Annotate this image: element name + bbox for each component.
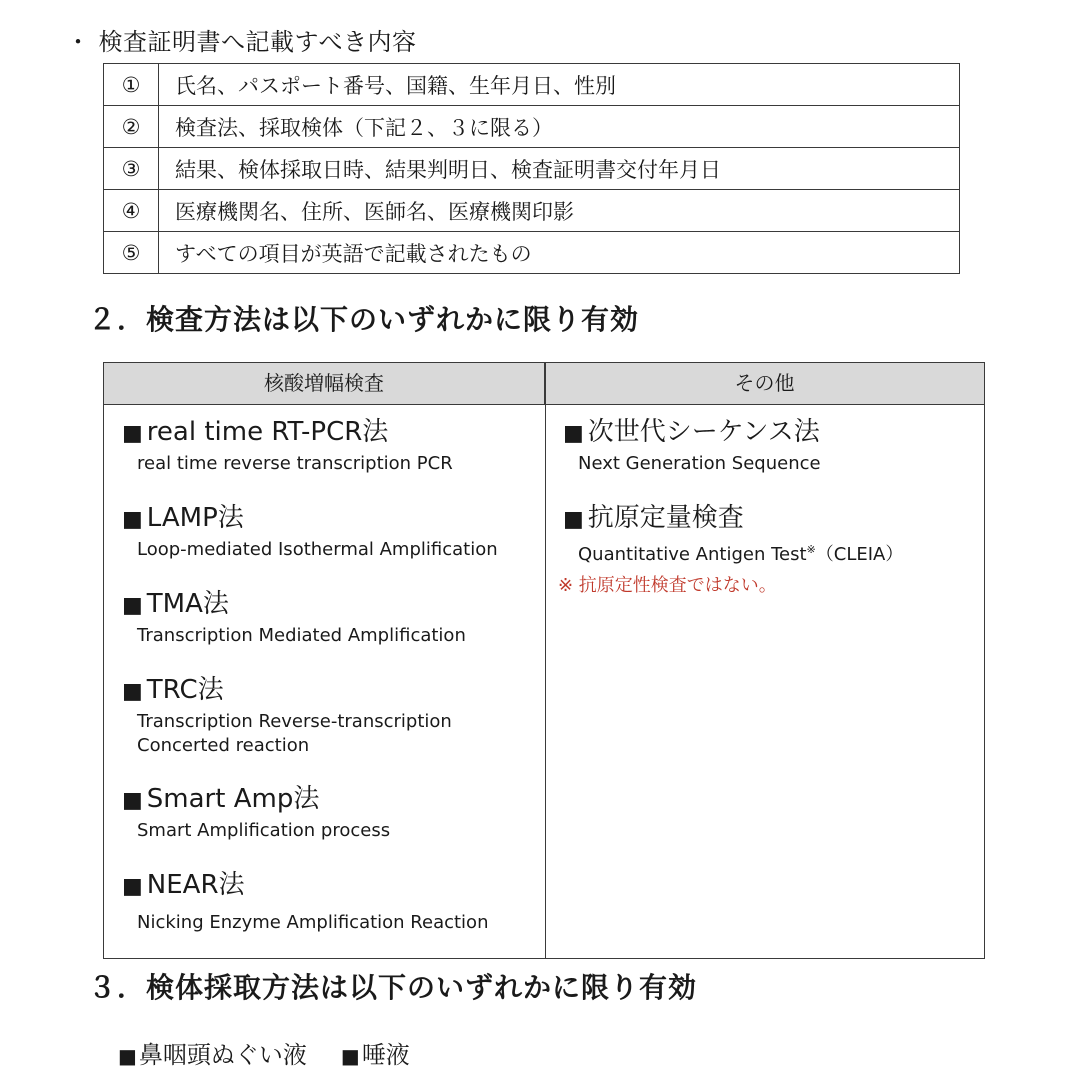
method-item-smart-amp xyxy=(122,778,390,843)
method-description xyxy=(137,710,452,758)
method-description: real time reverse transcription PCR xyxy=(137,453,453,474)
method-item-lamp xyxy=(122,497,498,562)
bullet-dot: ・ xyxy=(66,28,91,56)
square-bullet-icon: ■ xyxy=(122,679,143,704)
item-number: ① xyxy=(104,64,159,106)
method-description-main: Quantitative Antigen Test xyxy=(578,544,807,565)
method-description-tail: （CLEIA） xyxy=(815,544,904,565)
method-name: Smart Amp法 xyxy=(146,784,320,814)
method-item-antigen-quantitative xyxy=(563,497,903,567)
specimen-name: 鼻咽頭ぬぐい液 xyxy=(138,1041,307,1069)
square-bullet-icon: ■ xyxy=(340,1044,360,1068)
method-name: 抗原定量検査 xyxy=(587,503,744,533)
column-header-other: その他 xyxy=(545,363,984,405)
specimen-name: 唾液 xyxy=(361,1041,410,1069)
item-number: ④ xyxy=(104,190,159,232)
method-name: LAMP法 xyxy=(146,503,244,533)
square-bullet-icon: ■ xyxy=(118,1044,137,1068)
method-description: Nicking Enzyme Amplification Reaction xyxy=(137,912,489,933)
section-3-title: ３．検体採取方法は以下のいずれかに限り有効 xyxy=(88,971,698,1004)
table-row xyxy=(104,106,960,148)
method-name: NEAR法 xyxy=(146,870,245,900)
method-description-line: Concerted reaction xyxy=(137,735,310,756)
item-text: 氏名、パスポート番号、国籍、生年月日、性別 xyxy=(159,64,960,106)
square-bullet-icon: ■ xyxy=(122,593,143,618)
square-bullet-icon: ■ xyxy=(563,421,584,446)
method-name: TMA法 xyxy=(146,589,229,619)
item-text: 結果、検体採取日時、結果判明日、検査証明書交付年月日 xyxy=(159,148,960,190)
method-description: Loop-mediated Isothermal Amplification xyxy=(137,539,498,560)
item-text: 検査法、採取検体（下記２、３に限る） xyxy=(159,106,960,148)
item-text: 医療機関名、住所、医師名、医療機関印影 xyxy=(159,190,960,232)
specimen-item xyxy=(118,1041,307,1069)
method-name: 次世代シーケンス法 xyxy=(587,417,820,447)
method-description: Next Generation Sequence xyxy=(578,453,821,474)
antigen-note: ※ 抗原定性検査ではない。 xyxy=(558,575,777,596)
item-number: ③ xyxy=(104,148,159,190)
square-bullet-icon: ■ xyxy=(122,788,143,813)
square-bullet-icon: ■ xyxy=(563,507,584,532)
method-description: Smart Amplification process xyxy=(137,820,391,841)
intro-heading xyxy=(66,22,417,57)
method-item-ngs xyxy=(563,411,821,476)
square-bullet-icon: ■ xyxy=(122,874,143,899)
method-item-tma xyxy=(122,583,466,648)
method-item-near xyxy=(122,864,488,935)
item-text: すべての項目が英語で記載されたもの xyxy=(159,232,960,274)
method-item-trc xyxy=(122,669,452,758)
intro-text: 検査証明書へ記載すべき内容 xyxy=(98,28,417,56)
method-description xyxy=(578,538,903,567)
section-2-title: ２．検査方法は以下のいずれかに限り有効 xyxy=(88,303,640,336)
square-bullet-icon: ■ xyxy=(122,421,143,446)
column-header-nucleic-acid: 核酸増幅検査 xyxy=(104,363,545,405)
table-row xyxy=(104,190,960,232)
table-row xyxy=(104,148,960,190)
specimen-item xyxy=(341,1041,410,1069)
table-row xyxy=(104,232,960,274)
column-divider xyxy=(545,363,546,958)
specimen-list xyxy=(118,1035,410,1070)
square-bullet-icon: ■ xyxy=(122,507,143,532)
table-row xyxy=(104,64,960,106)
methods-table xyxy=(103,362,985,959)
item-number: ② xyxy=(104,106,159,148)
method-description-line: Transcription Reverse-transcription xyxy=(137,711,452,732)
item-number: ⑤ xyxy=(104,232,159,274)
required-items-table xyxy=(103,63,960,274)
method-item-rt-pcr xyxy=(122,411,453,476)
reference-mark: ※ xyxy=(806,543,816,556)
method-name: TRC法 xyxy=(146,675,224,705)
method-name: real time RT-PCR法 xyxy=(146,417,389,447)
method-description: Transcription Mediated Amplification xyxy=(137,625,466,646)
